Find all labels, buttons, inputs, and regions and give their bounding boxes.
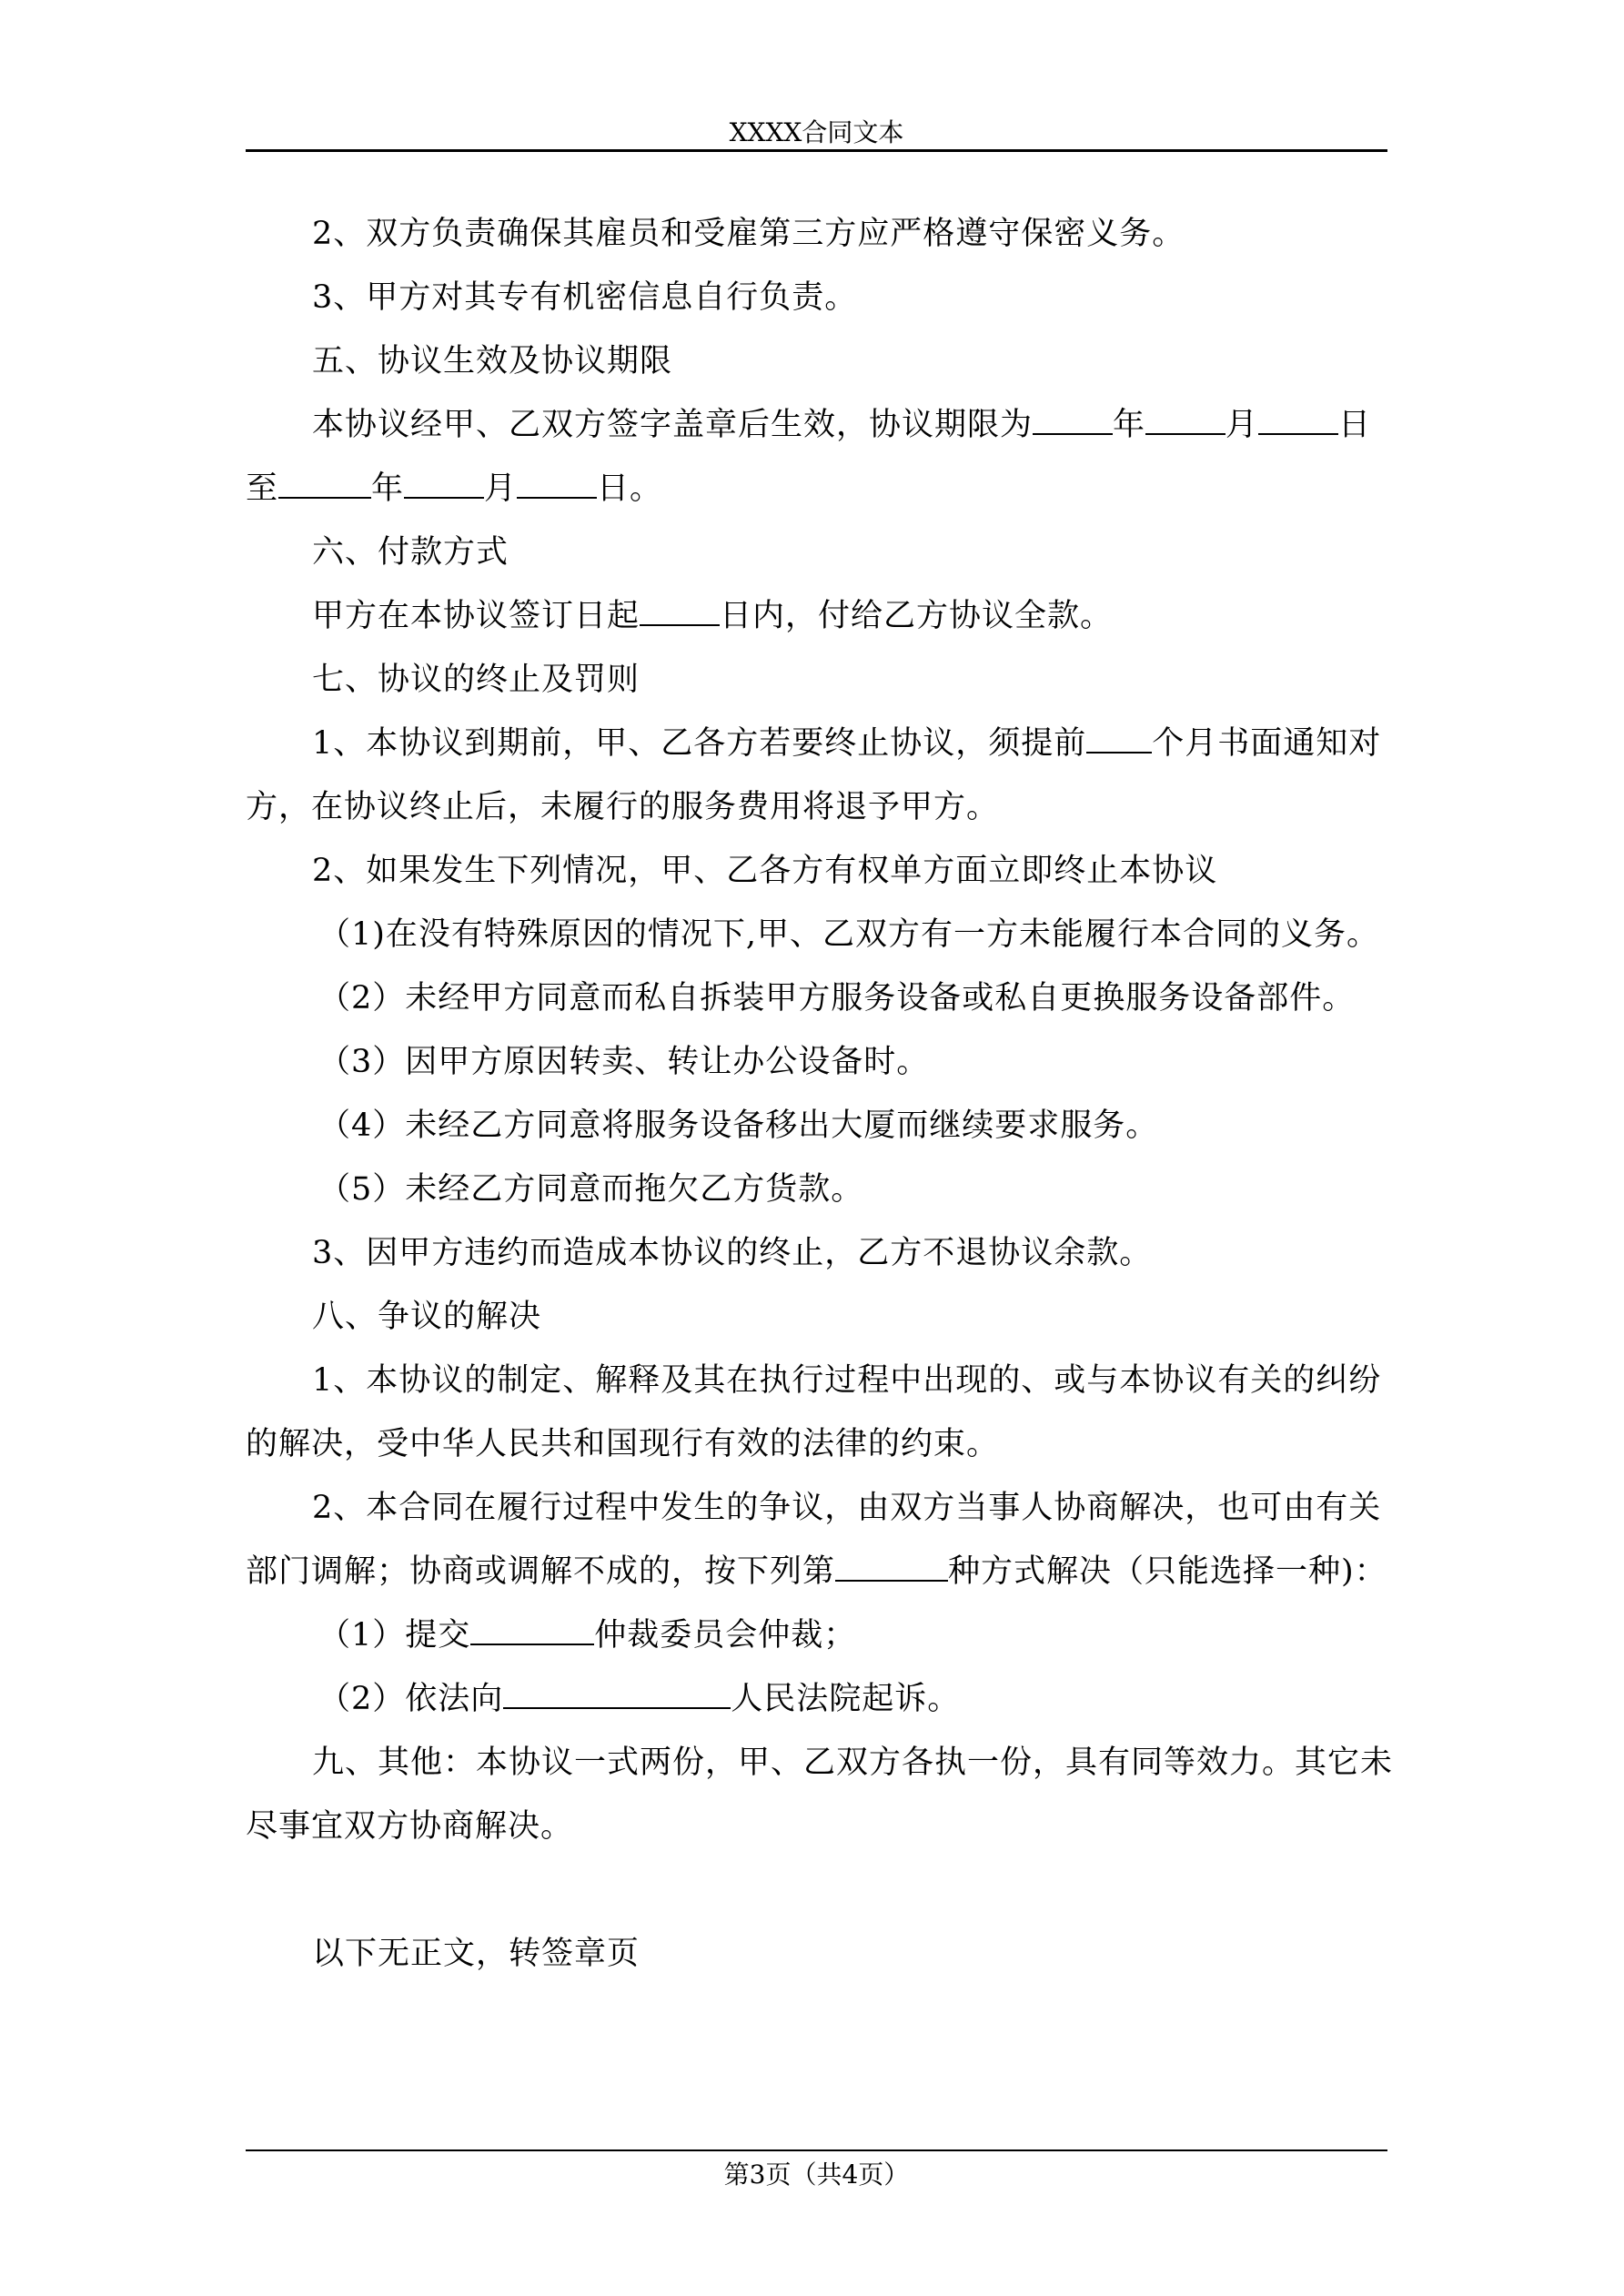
s7-item-1: [246, 712, 1387, 775]
s6-payment-text: 甲方在本协议签订日起: [312, 598, 641, 634]
closing-note: 以下无正文，转签章页: [312, 1936, 641, 1972]
s8-sub-2-text: （2）依法向: [318, 1681, 504, 1717]
s5-term-line-2: [246, 457, 1387, 521]
s7-item-2: 2、如果发生下列情况，甲、乙各方有权单方面立即终止本协议: [312, 853, 1218, 889]
blank-arbitration-committee: [470, 1616, 594, 1645]
s7-sub-3: （3）因甲方原因转卖、转让办公设备时。: [318, 1044, 930, 1080]
s8-sub-1-text-2: 仲裁委员会仲裁；: [594, 1617, 857, 1654]
s7-item-1-text-2: 个月书面通知对: [1152, 725, 1382, 762]
s8-sub-2: [246, 1667, 1387, 1731]
section-5-title: 五、协议生效及协议期限: [312, 343, 673, 379]
blank-court: [503, 1680, 731, 1709]
section-6-title: 六、付款方式: [312, 534, 509, 571]
s7-item-3: 3、因甲方违约而造成本协议的终止，乙方不退协议余款。: [312, 1235, 1153, 1271]
s6-payment-text-2: 日内，付给乙方协议全款。: [720, 598, 1114, 634]
section-9: 九、其他：本协议一式两份，甲、乙双方各执一份，具有同等效力。其它未: [312, 1745, 1394, 1781]
blank-start-year: [1033, 406, 1113, 435]
s8-sub-2-text-2: 人民法院起诉。: [731, 1681, 961, 1717]
page-number: 第3页（共4页）: [723, 2159, 910, 2190]
s8-item-2-text-2: 种方式解决（只能选择一种)：: [948, 1553, 1387, 1590]
spacer: [246, 1858, 1387, 1922]
s5-to-label: 至: [246, 470, 279, 507]
section-8-title: 八、争议的解决: [312, 1299, 542, 1335]
blank-start-month: [1145, 406, 1226, 435]
contract-body: [246, 202, 1394, 1986]
header-title: XXXX合同文本: [729, 117, 904, 147]
s5-year-label: 年: [1113, 407, 1146, 443]
s7-sub-4: （4）未经乙方同意将服务设备移出大厦而继续要求服务。: [318, 1108, 1159, 1144]
s7-sub-5: （5）未经乙方同意而拖欠乙方货款。: [318, 1171, 864, 1208]
s5-term-line-1: [246, 393, 1387, 457]
section-9-cont: 尽事宜双方协商解决。: [246, 1808, 574, 1845]
s7-sub-2: （2）未经甲方同意而私自拆装甲方服务设备或私自更换服务设备部件。: [318, 980, 1356, 1017]
s7-sub-1: （1)在没有特殊原因的情况下,甲、乙双方有一方未能履行本合同的义务。: [318, 916, 1380, 953]
blank-payment-days: [640, 597, 720, 626]
s5-term-text: 本协议经甲、乙双方签字盖章后生效，协议期限为: [312, 407, 1034, 443]
header-rule: [246, 149, 1387, 152]
s5-month-label: 月: [1226, 407, 1259, 443]
s8-item-2-cont: [246, 1540, 1387, 1603]
s4-item-2: 2、双方负责确保其雇员和受雇第三方应严格遵守保密义务。: [312, 216, 1185, 252]
s7-item-1-text: 1、本协议到期前，甲、乙各方若要终止协议，须提前: [312, 725, 1087, 762]
footer-rule: [246, 2149, 1387, 2151]
s6-payment-line: [246, 584, 1387, 648]
s5-end-year-label: 年: [371, 470, 405, 507]
s4-item-3: 3、甲方对其专有机密信息自行负责。: [312, 279, 858, 316]
s5-end-month-label: 月: [484, 470, 518, 507]
s8-item-1-cont: 的解决，受中华人民共和国现行有效的法律的约束。: [246, 1426, 1000, 1462]
blank-start-day: [1258, 406, 1338, 435]
blank-end-month: [404, 470, 484, 499]
s7-item-1-cont: 方，在协议终止后，未履行的服务费用将退予甲方。: [246, 789, 1000, 825]
blank-notice-months: [1086, 724, 1152, 754]
s8-item-2: 2、本合同在履行过程中发生的争议，由双方当事人协商解决，也可由有关: [312, 1490, 1382, 1526]
s8-sub-1: [246, 1603, 1387, 1667]
s8-item-1: 1、本协议的制定、解释及其在执行过程中出现的、或与本协议有关的纠纷: [312, 1362, 1382, 1399]
s8-item-2-text: 部门调解；协商或调解不成的，按下列第: [246, 1553, 836, 1590]
section-7-title: 七、协议的终止及罚则: [312, 662, 641, 698]
s5-day-label: 日: [1338, 407, 1372, 443]
blank-resolution-method: [835, 1553, 948, 1582]
s5-end-day-label: 日。: [597, 470, 663, 507]
blank-end-day: [517, 470, 597, 499]
blank-end-year: [278, 470, 371, 499]
s8-sub-1-text: （1）提交: [318, 1617, 471, 1654]
